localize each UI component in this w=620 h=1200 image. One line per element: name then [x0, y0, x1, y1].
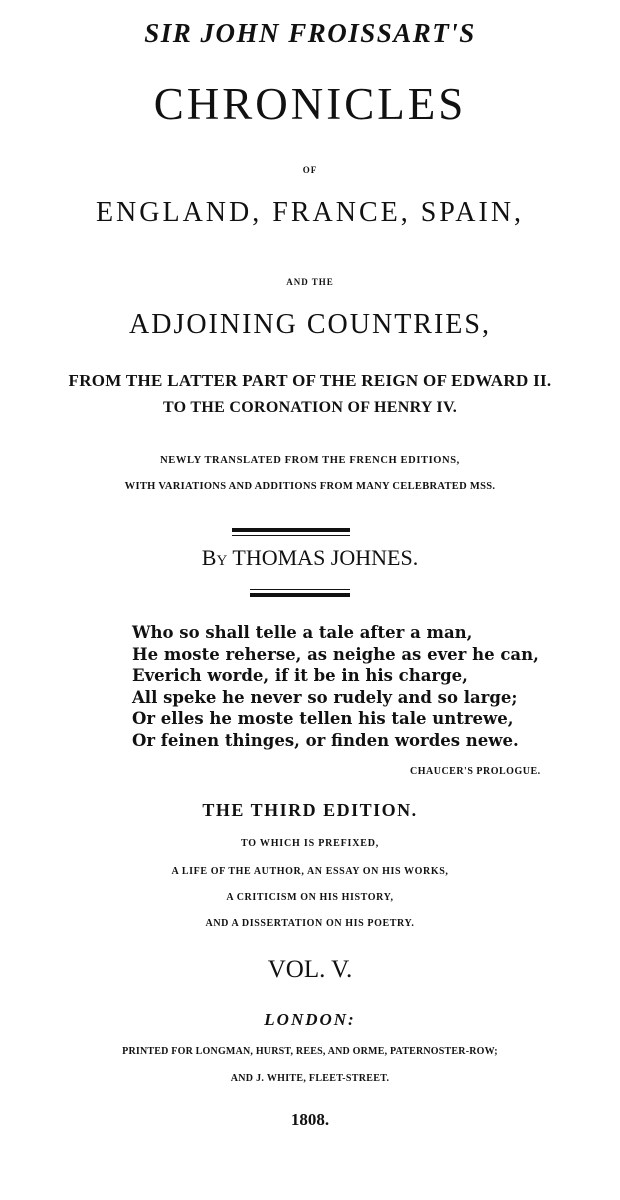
prefix-line-3: A CRITICISM ON HIS HISTORY, [226, 892, 394, 903]
title-line-4: ADJOINING COUNTRIES, [129, 309, 491, 340]
epigraph [132, 622, 539, 751]
of-connector: OF [302, 165, 318, 175]
subtitle-line-2: TO THE CORONATION OF HENRY IV. [162, 399, 458, 416]
edition: THE THIRD EDITION. [202, 800, 418, 820]
epigraph-line: All speke he never so rudely and so large; [132, 687, 518, 707]
author-by: By [201, 545, 228, 570]
epigraph-line: He moste reherse, as neighe as ever he can, [132, 644, 539, 664]
volume: VOL. V. [267, 956, 353, 983]
printer-line-2: AND J. WHITE, FLEET-STREET. [230, 1073, 390, 1084]
year: 1808. [290, 1110, 330, 1129]
printer-line-1: PRINTED FOR LONGMAN, HURST, REES, AND ORME, PATERNOSTER-ROW; [122, 1046, 498, 1057]
prefix-line-4: AND A DISSERTATION ON HIS POETRY. [205, 918, 415, 929]
divider-rule-top-thin [232, 535, 350, 536]
subtitle-line-1: FROM THE LATTER PART OF THE REIGN OF EDWARD II. [68, 371, 552, 390]
epigraph-line: Everich worde, if it be in his charge, [132, 666, 468, 685]
divider-rule-top-thick [232, 528, 350, 532]
epigraph-line: Who so shall telle a tale after a man, [132, 623, 473, 642]
title-line-2: CHRONICLES [153, 79, 467, 129]
divider-rule-bottom-thick [250, 593, 350, 597]
title-line-1: SIR JOHN FROISSART'S [144, 18, 476, 48]
title-line-3: ENGLAND, FRANCE, SPAIN, [95, 197, 525, 228]
epigraph-line: Or elles he moste tellen his tale untrewe, [132, 709, 514, 728]
prefix-line-2: A LIFE OF THE AUTHOR, AN ESSAY ON HIS WORKS, [171, 866, 449, 877]
epigraph-line: Or feinen thinges, or finden wordes newe. [132, 730, 519, 750]
author-line [0, 545, 620, 571]
and-the-connector: AND THE [286, 277, 334, 287]
epigraph-source: CHAUCER'S PROLOGUE. [410, 766, 541, 777]
prefix-line-1: TO WHICH IS PREFIXED, [240, 838, 380, 849]
translation-line-1: NEWLY TRANSLATED FROM THE FRENCH EDITIONS, [160, 455, 460, 466]
translation-line-2: WITH VARIATIONS AND ADDITIONS FROM MANY CELEBRATED MSS. [124, 481, 496, 492]
divider-rule-bottom-thin [250, 589, 350, 590]
place: LONDON: [264, 1010, 356, 1029]
author-name: THOMAS JOHNES. [232, 545, 419, 570]
